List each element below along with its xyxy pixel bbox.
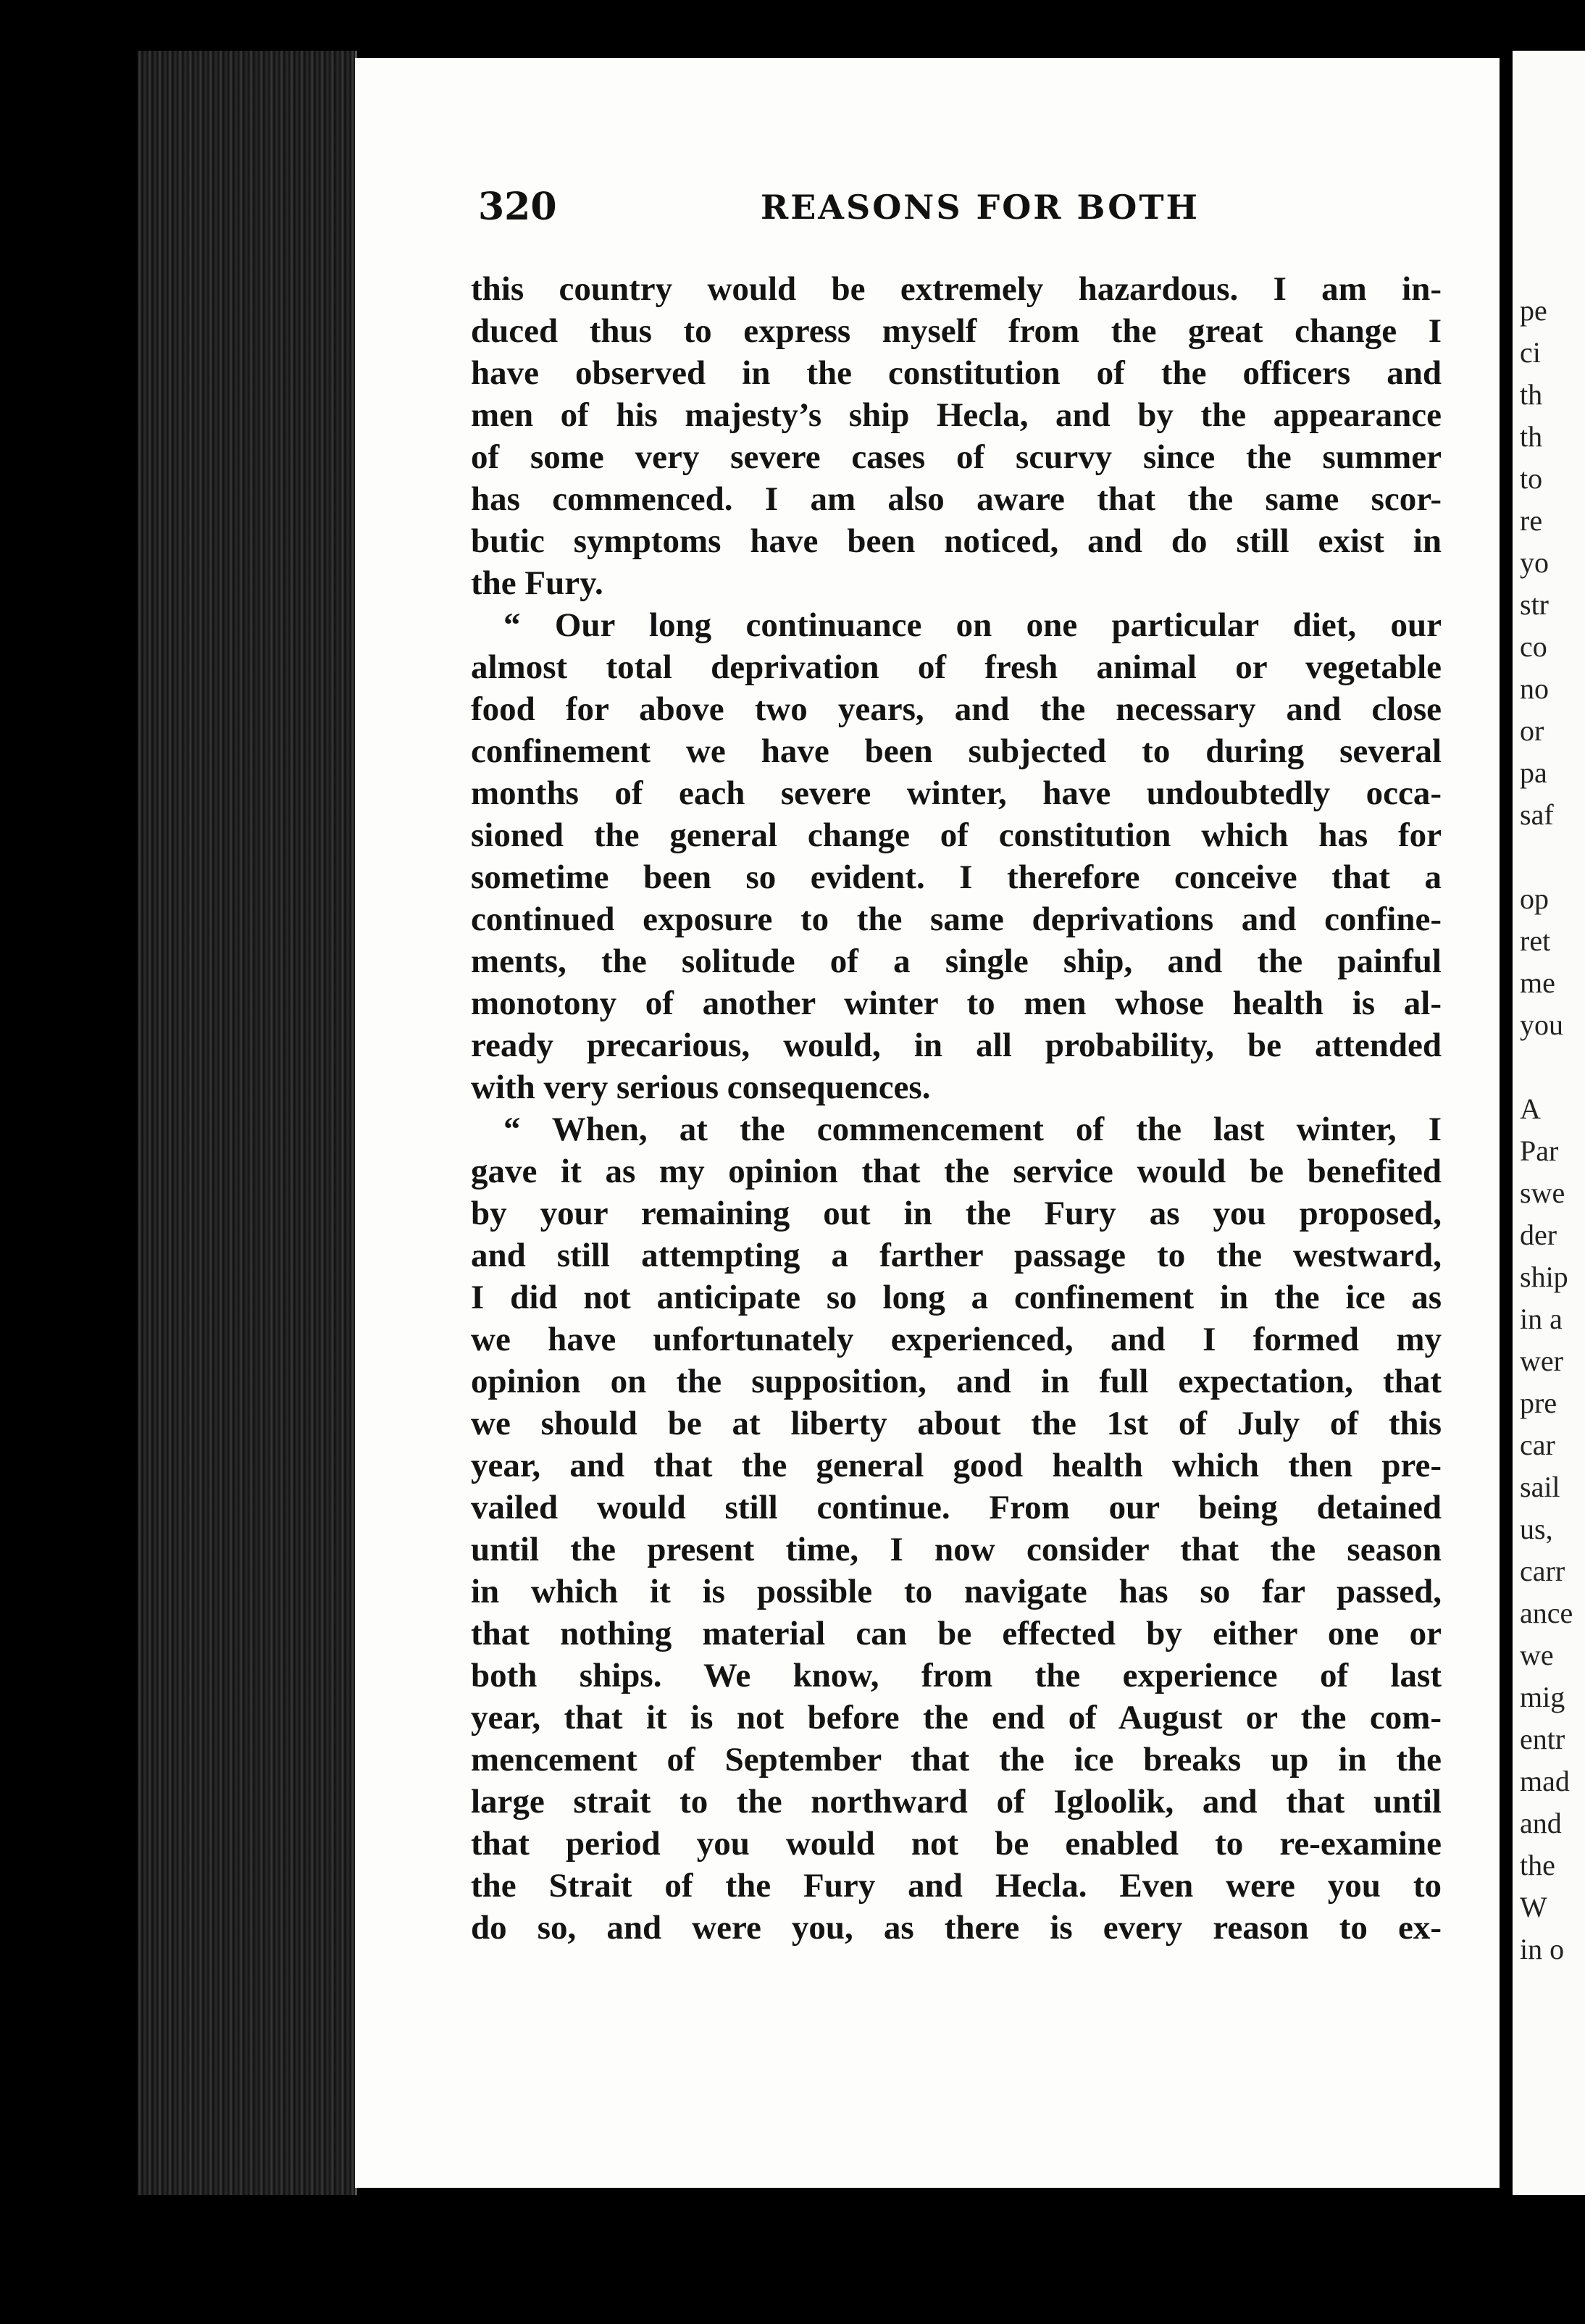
text-line: sioned the general change of constitution which has for bbox=[471, 816, 1442, 854]
text-line: vailed would still continue. From our being detained bbox=[471, 1489, 1442, 1526]
text-line: “ Our long continuance on one particular diet, our bbox=[503, 606, 1442, 644]
text-line: do so, and were you, as there is every reason to ex- bbox=[471, 1909, 1442, 1947]
text-line: year, and that the general good health which then pre- bbox=[471, 1447, 1442, 1484]
text-line: this country would be extremely hazardous. I am in- bbox=[471, 270, 1442, 308]
adjacent-page-line: mad bbox=[1520, 1765, 1570, 1797]
adjacent-page-line: re bbox=[1520, 504, 1543, 537]
adjacent-page-line: ance bbox=[1520, 1597, 1573, 1629]
adjacent-page-line: ci bbox=[1520, 336, 1541, 369]
text-line: has commenced. I am also aware that the same scor- bbox=[471, 480, 1442, 518]
text-line: the Fury. bbox=[471, 564, 603, 602]
adjacent-page-line: you bbox=[1520, 1008, 1563, 1041]
page-number: 320 bbox=[478, 185, 557, 229]
adjacent-page-line: to bbox=[1520, 462, 1543, 495]
text-line: until the present time, I now consider that the season bbox=[471, 1531, 1442, 1568]
adjacent-page-line: ship bbox=[1520, 1261, 1568, 1293]
adjacent-page-line: W bbox=[1520, 1891, 1547, 1923]
adjacent-page-line: swe bbox=[1520, 1176, 1565, 1209]
text-line: confinement we have been subjected to during several bbox=[471, 732, 1442, 770]
adjacent-page-line bbox=[1513, 836, 1585, 878]
text-line: continued exposure to the same deprivations and confine- bbox=[471, 900, 1442, 938]
adjacent-page-line: entr bbox=[1520, 1723, 1565, 1755]
adjacent-page-line: in o bbox=[1520, 1933, 1565, 1965]
adjacent-page-line: pe bbox=[1520, 294, 1547, 327]
book-spine-edge bbox=[138, 51, 357, 2195]
body-text bbox=[471, 268, 1442, 1949]
text-line: “ When, at the commencement of the last winter, I bbox=[503, 1111, 1442, 1148]
text-line: in which it is possible to navigate has so far passed, bbox=[471, 1573, 1442, 1610]
text-line: both ships. We know, from the experience of last bbox=[471, 1657, 1442, 1694]
text-line: butic symptoms have been noticed, and do still exist in bbox=[471, 522, 1442, 560]
adjacent-page-line: ret bbox=[1520, 924, 1551, 957]
adjacent-page-line: wer bbox=[1520, 1345, 1563, 1377]
adjacent-page-line: th bbox=[1520, 420, 1543, 453]
text-line: ready precarious, would, in all probability, be attended bbox=[471, 1027, 1442, 1064]
text-line: months of each severe winter, have undoubtedly occa- bbox=[471, 774, 1442, 812]
adjacent-page-line: mig bbox=[1520, 1681, 1565, 1713]
adjacent-page-line: the bbox=[1520, 1849, 1555, 1881]
adjacent-page-line: der bbox=[1520, 1219, 1557, 1251]
adjacent-page-line: yo bbox=[1520, 546, 1549, 579]
text-line: large strait to the northward of Igloolik, and that until bbox=[471, 1783, 1442, 1821]
adjacent-page-line: Par bbox=[1520, 1134, 1559, 1167]
adjacent-page-line: sail bbox=[1520, 1471, 1560, 1503]
text-line: men of his majesty’s ship Hecla, and by the appearance bbox=[471, 396, 1442, 434]
text-line: mencement of September that the ice breaks up in the bbox=[471, 1741, 1442, 1778]
text-line: ments, the solitude of a single ship, and the painful bbox=[471, 942, 1442, 980]
adjacent-page-line: carr bbox=[1520, 1555, 1565, 1587]
text-line: of some very severe cases of scurvy since the summer bbox=[471, 438, 1442, 476]
text-line: opinion on the supposition, and in full expectation, that bbox=[471, 1363, 1442, 1400]
text-line: and still attempting a farther passage to the westward, bbox=[471, 1237, 1442, 1274]
adjacent-page-line: or bbox=[1520, 714, 1544, 747]
text-line: sometime been so evident. I therefore conceive that a bbox=[471, 858, 1442, 896]
book-page bbox=[355, 58, 1500, 2188]
text-line: food for above two years, and the necessary and close bbox=[471, 690, 1442, 728]
running-head: REASONS FOR BOTH bbox=[761, 188, 1200, 227]
adjacent-page-line: str bbox=[1520, 588, 1549, 621]
text-line: with very serious consequences. bbox=[471, 1069, 931, 1106]
adjacent-page-line: A bbox=[1520, 1092, 1541, 1125]
text-line: I did not anticipate so long a confinement in the ice as bbox=[471, 1279, 1442, 1316]
adjacent-page-line: th bbox=[1520, 378, 1543, 411]
adjacent-page-line bbox=[1513, 1046, 1585, 1088]
text-line: year, that it is not before the end of August or the com- bbox=[471, 1699, 1442, 1736]
text-line: we have unfortunately experienced, and I formed my bbox=[471, 1321, 1442, 1358]
adjacent-page-line: co bbox=[1520, 630, 1547, 663]
adjacent-page-line: saf bbox=[1520, 798, 1554, 831]
text-line: almost total deprivation of fresh animal or vegetable bbox=[471, 648, 1442, 686]
adjacent-page-line: pa bbox=[1520, 756, 1547, 789]
adjacent-page-line: car bbox=[1520, 1429, 1555, 1461]
adjacent-page-line: we bbox=[1520, 1639, 1554, 1671]
adjacent-page-line: in a bbox=[1520, 1303, 1563, 1335]
text-line: that nothing material can be effected by either one or bbox=[471, 1615, 1442, 1652]
page-header bbox=[355, 185, 1500, 243]
text-line: gave it as my opinion that the service would be benefited bbox=[471, 1153, 1442, 1190]
text-line: we should be at liberty about the 1st of July of this bbox=[471, 1405, 1442, 1442]
adjacent-page-line: no bbox=[1520, 672, 1549, 705]
adjacent-page-line: and bbox=[1520, 1807, 1562, 1839]
text-line: by your remaining out in the Fury as you proposed, bbox=[471, 1195, 1442, 1232]
adjacent-page-line: us, bbox=[1520, 1513, 1553, 1545]
adjacent-page-line: me bbox=[1520, 966, 1555, 999]
text-line: monotony of another winter to men whose health is al- bbox=[471, 985, 1442, 1022]
adjacent-page-line: op bbox=[1520, 882, 1549, 915]
adjacent-page-fragment bbox=[1513, 51, 1585, 2195]
adjacent-page-line: pre bbox=[1520, 1387, 1557, 1419]
text-line: duced thus to express myself from the great change I bbox=[471, 312, 1442, 350]
text-line: have observed in the constitution of the officers and bbox=[471, 354, 1442, 392]
text-line: the Strait of the Fury and Hecla. Even were you to bbox=[471, 1867, 1442, 1905]
text-line: that period you would not be enabled to re-examine bbox=[471, 1825, 1442, 1863]
